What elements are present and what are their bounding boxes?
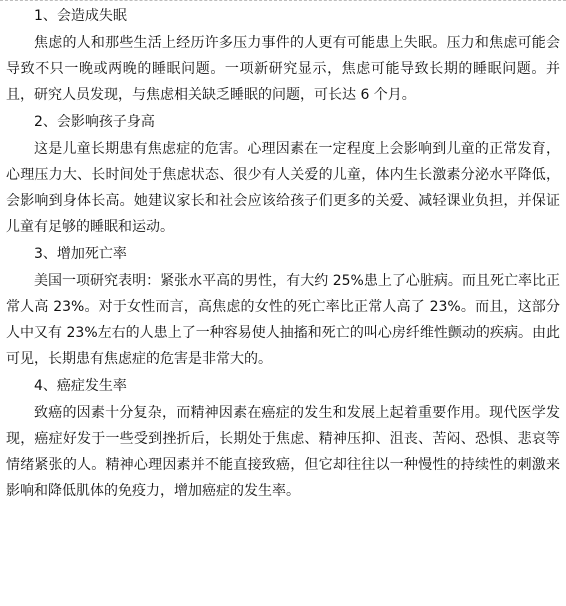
section-heading: 2、会影响孩子身高 xyxy=(34,114,155,130)
section-insomnia xyxy=(6,3,560,108)
section-child-height xyxy=(6,109,560,240)
section-paragraph: 致癌的因素十分复杂，而精神因素在癌症的发生和发展上起着重要作用。现代医学发现，癌症好发于一些受到挫折后，长期处于焦虑、精神压抑、沮丧、苦闷、恐惧、悲哀等情绪紧张的人。精神心理因素并不能直接致癌，但它却往往以一种慢性的持续性的刺激来影响和降低肌体的免疫力，增加癌症的发生率。 xyxy=(6,405,560,499)
section-cancer-rate xyxy=(6,373,560,504)
section-paragraph: 这是儿童长期患有焦虑症的危害。心理因素在一定程度上会影响到儿童的正常发育，心理压力大、长时间处于焦虑状态、很少有人关爱的儿童，体内生长激素分泌水平降低，会影响到身体长高。她建议家长和社会应该给孩子们更多的关爱、减轻课业负担，并保证儿童有足够的睡眠和运动。 xyxy=(6,141,560,235)
section-heading: 4、癌症发生率 xyxy=(34,378,127,394)
section-heading: 3、增加死亡率 xyxy=(34,246,127,262)
section-mortality xyxy=(6,241,560,372)
section-paragraph: 美国一项研究表明：紧张水平高的男性，有大约 25%患上了心脏病。而且死亡率比正常人高 23%。对于女性而言，高焦虑的女性的死亡率比正常人高了 23%。而且，这部分人中又有 23%左右的人患上了一种容易使人抽搐和死亡的叫心房纤维性颤动的疾病。由此可见，长期患有焦虑症的危害是非常大的。 xyxy=(6,273,560,367)
section-heading: 1、会造成失眠 xyxy=(34,8,127,24)
section-paragraph: 焦虑的人和那些生活上经历许多压力事件的人更有可能患上失眠。压力和焦虑可能会导致不只一晚或两晚的睡眠问题。一项新研究显示，焦虑可能导致长期的睡眠问题。并且，研究人员发现，与焦虑相关缺乏睡眠的问题，可长达 6 个月。 xyxy=(6,35,560,103)
